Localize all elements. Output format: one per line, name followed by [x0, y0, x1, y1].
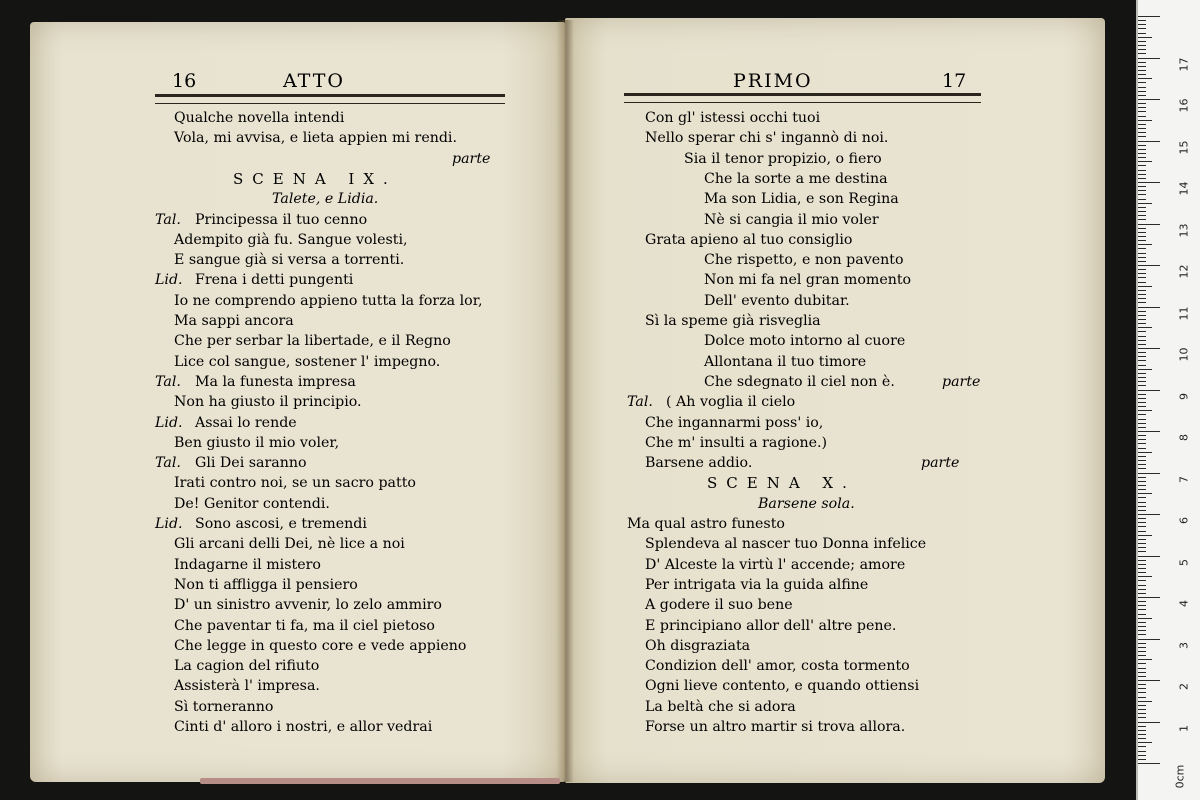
ruler-tick [1138, 165, 1146, 166]
ruler-tick [1138, 74, 1146, 75]
ruler-tick [1138, 33, 1146, 34]
left-running-head: ATTO [283, 70, 345, 92]
speaker-label: Tal. [155, 455, 181, 472]
verse-line: Principessa il tuo cenno [195, 211, 368, 228]
verse-line: Che per serbar la libertade, e il Regno [174, 333, 451, 350]
ruler-tick [1138, 655, 1146, 656]
ruler-tick [1138, 601, 1146, 602]
verse-line: Per intrigata via la guida alfine [645, 576, 869, 593]
ruler-tick [1138, 539, 1146, 540]
ruler-number: 2 [1177, 683, 1191, 690]
ruler-tick [1138, 381, 1146, 382]
ruler-tick [1138, 672, 1146, 673]
ruler-tick [1138, 149, 1146, 150]
ruler-tick [1138, 668, 1146, 669]
ruler-tick [1138, 91, 1146, 92]
ruler-tick [1138, 572, 1146, 573]
book-gutter [556, 20, 574, 782]
ruler-number: 1 [1177, 724, 1191, 732]
verse-line: Che la sorte a me destina [704, 170, 888, 187]
ruler-tick [1138, 45, 1146, 46]
ruler-tick [1138, 219, 1146, 220]
ruler-tick [1138, 99, 1160, 100]
verse-line: Vola, mi avvisa, e lieta appien mi rendi. [174, 130, 457, 147]
verse-line: Io ne comprendo appieno tutta la forza lor, [174, 292, 483, 309]
ruler-tick [1138, 514, 1160, 515]
left-header-rule [155, 94, 505, 104]
ruler-tick [1138, 248, 1146, 249]
ruler-tick [1138, 634, 1146, 635]
ruler-number: 17 [1177, 57, 1191, 71]
verse-line: Adempito già fu. Sangue volesti, [174, 231, 408, 248]
ruler-tick [1138, 24, 1146, 25]
ruler-tick [1138, 659, 1152, 660]
verse-line: Non ha giusto il principio. [174, 394, 362, 411]
ruler-tick [1138, 194, 1146, 195]
ruler-tick [1138, 269, 1146, 270]
ruler-tick [1138, 551, 1146, 552]
verse-line: Che ingannarmi poss' io, [645, 414, 824, 431]
ruler-tick [1138, 730, 1146, 731]
ruler-tick [1138, 522, 1146, 523]
ruler-tick [1138, 37, 1152, 38]
ruler-unit: 0cm [1173, 764, 1187, 789]
verse-line: Irati contro noi, se un sacro patto [174, 475, 416, 492]
ruler-tick [1138, 373, 1146, 374]
ruler-tick [1138, 755, 1146, 756]
ruler-tick [1138, 734, 1146, 735]
ruler-tick [1138, 244, 1152, 245]
ruler-tick [1138, 423, 1146, 424]
verse-line: Sia il tenor propizio, o fiero [684, 150, 882, 167]
ruler-tick [1138, 439, 1146, 440]
ruler-tick [1138, 526, 1146, 527]
ruler-tick [1138, 132, 1146, 133]
ruler-tick [1138, 452, 1152, 453]
ruler-tick [1138, 568, 1146, 569]
verse-line: Che sdegnato il ciel non è. [704, 373, 895, 390]
speaker-label: Lid. [155, 272, 183, 289]
verse-line: Oh disgraziata [645, 637, 751, 654]
ruler-tick [1138, 593, 1146, 594]
ruler-number: 7 [1177, 475, 1191, 483]
ruler-tick [1138, 141, 1160, 142]
ruler-tick [1138, 651, 1146, 652]
page-edge [200, 778, 560, 784]
ruler-tick [1138, 639, 1160, 640]
right-running-head: PRIMO [733, 70, 813, 92]
ruler-tick [1138, 66, 1146, 67]
ruler-tick [1138, 456, 1146, 457]
ruler-tick [1138, 705, 1146, 706]
verse-line: Che rispetto, e non pavento [704, 252, 904, 269]
ruler-tick [1138, 485, 1146, 486]
ruler-tick [1138, 348, 1160, 349]
ruler-tick [1138, 170, 1146, 171]
ruler-tick [1138, 53, 1146, 54]
ruler-tick [1138, 473, 1160, 474]
ruler-tick [1138, 684, 1146, 685]
verse-line: Assai lo rende [195, 414, 297, 431]
ruler-tick [1138, 402, 1146, 403]
ruler-number: 12 [1177, 264, 1191, 279]
ruler-tick [1138, 78, 1152, 79]
ruler-number: 10 [1177, 347, 1191, 362]
ruler-tick [1138, 663, 1146, 664]
verse-line: Ma la funesta impresa [195, 373, 356, 390]
ruler-tick [1138, 365, 1146, 366]
ruler-tick [1138, 394, 1146, 395]
ruler-tick [1138, 726, 1146, 727]
ruler-tick [1138, 236, 1146, 237]
ruler-tick [1138, 564, 1146, 565]
ruler-tick [1138, 240, 1146, 241]
ruler-tick [1138, 585, 1146, 586]
ruler-tick [1138, 759, 1146, 760]
ruler-tick [1138, 626, 1146, 627]
ruler-tick [1138, 701, 1152, 702]
verse-line: Barsene addio. [645, 455, 753, 472]
ruler-tick [1138, 298, 1146, 299]
ruler-tick [1138, 497, 1146, 498]
speaker-label: Lid. [155, 414, 183, 431]
ruler-number: 16 [1177, 98, 1191, 113]
ruler-tick [1138, 697, 1146, 698]
verse-line: E sangue già si versa a torrenti. [174, 252, 405, 269]
ruler-tick [1138, 174, 1146, 175]
ruler-tick [1138, 643, 1146, 644]
ruler-tick [1138, 273, 1146, 274]
ruler-tick [1138, 253, 1146, 254]
ruler-number: 3 [1177, 641, 1191, 649]
verse-line: Non mi fa nel gran momento [704, 272, 912, 289]
ruler-tick [1138, 157, 1146, 158]
verse-line: Forse un altro martir si trova allora. [645, 719, 906, 735]
ruler-tick [1138, 207, 1146, 208]
verse-line: Ma qual astro funesto [627, 516, 785, 532]
verse-line: Non ti affligga il pensiero [174, 576, 358, 593]
ruler-tick [1138, 344, 1146, 345]
stage-direction: Talete, e Lidia. [272, 191, 379, 208]
scene-heading: SCENA IX. [233, 169, 397, 188]
ruler-tick [1138, 692, 1146, 693]
ruler-tick [1138, 448, 1146, 449]
ruler-tick [1138, 709, 1146, 710]
speaker-label: Tal. [155, 211, 181, 228]
verse-line: Ogni lieve contento, e quando ottiensi [645, 678, 920, 695]
ruler-tick [1138, 136, 1146, 137]
ruler-tick [1138, 746, 1146, 747]
ruler-tick [1138, 28, 1146, 29]
verse-line: Gli Dei saranno [195, 455, 307, 472]
ruler-tick [1138, 232, 1146, 233]
ruler-tick [1138, 531, 1146, 532]
ruler-tick [1138, 377, 1146, 378]
stage-direction-exit: parte [921, 455, 960, 472]
ruler-tick [1138, 468, 1146, 469]
ruler-tick [1138, 261, 1146, 262]
ruler-tick [1138, 58, 1160, 59]
right-page-number: 17 [942, 70, 967, 92]
ruler-tick [1138, 257, 1146, 258]
ruler-tick [1138, 62, 1146, 63]
ruler-tick [1138, 302, 1146, 303]
verse-line: Con gl' istessi occhi tuoi [645, 110, 821, 126]
verse-line: A godere il suo bene [645, 597, 793, 614]
ruler-tick [1138, 738, 1146, 739]
ruler-tick [1138, 153, 1146, 154]
ruler-tick [1138, 277, 1146, 278]
stage-direction-exit: parte [452, 150, 491, 167]
ruler-tick [1138, 630, 1146, 631]
verse-line: La cagion del rifiuto [174, 658, 320, 675]
verse-line: Sì torneranno [174, 698, 274, 715]
ruler-tick [1138, 186, 1146, 187]
verse-line: Nello sperar chi s' ingannò di noi. [645, 130, 889, 147]
ruler-tick [1138, 543, 1146, 544]
verse-line: Frena i detti pungenti [195, 272, 354, 289]
ruler-tick [1138, 481, 1146, 482]
ruler-tick [1138, 41, 1146, 42]
ruler-tick [1138, 713, 1146, 714]
ruler-tick [1138, 282, 1146, 283]
ruler-tick [1138, 506, 1146, 507]
ruler-number: 9 [1177, 392, 1191, 400]
verse-line: Allontana il tuo timore [704, 353, 867, 370]
scene-heading: SCENA X. [707, 474, 856, 493]
speaker-label: Tal. [627, 394, 653, 411]
verse-line: Ma son Lidia, e son Regina [704, 191, 899, 208]
verse-line: ( Ah voglia il cielo [666, 394, 796, 411]
verse-line: Dolce moto intorno al cuore [704, 333, 906, 350]
verse-line: Sono ascosi, e tremendi [195, 516, 367, 532]
ruler-tick [1138, 103, 1146, 104]
verse-line: De! Genitor contendi. [174, 495, 330, 512]
ruler-tick [1138, 410, 1152, 411]
ruler-tick [1138, 435, 1146, 436]
ruler-tick [1138, 327, 1152, 328]
ruler-tick [1138, 510, 1146, 511]
ruler-tick [1138, 82, 1146, 83]
ruler-tick [1138, 427, 1146, 428]
verse-line: Splendeva al nascer tuo Donna infelice [645, 536, 927, 553]
stage-direction: Barsene sola. [758, 495, 855, 512]
ruler-tick [1138, 286, 1152, 287]
ruler-tick [1138, 493, 1152, 494]
ruler-tick [1138, 360, 1146, 361]
ruler-tick [1138, 547, 1146, 548]
ruler-tick [1138, 340, 1146, 341]
ruler-tick [1138, 265, 1160, 266]
ruler-tick [1138, 95, 1146, 96]
ruler-tick [1138, 128, 1146, 129]
ruler-tick [1138, 294, 1146, 295]
ruler-tick [1138, 145, 1146, 146]
ruler-tick [1138, 618, 1152, 619]
verse-line: Dell' evento dubitar. [704, 292, 850, 309]
verse-line: Condizion dell' amor, costa tormento [645, 658, 910, 675]
ruler-tick [1138, 722, 1160, 723]
ruler-tick [1138, 460, 1146, 461]
ruler-tick [1138, 580, 1146, 581]
verse-line: Gli arcani delli Dei, nè lice a noi [174, 536, 405, 553]
ruler-number: 13 [1177, 223, 1191, 237]
ruler-tick [1138, 369, 1152, 370]
verse-line: Lice col sangue, sostener l' impegno. [174, 353, 441, 370]
ruler-tick [1138, 178, 1146, 179]
ruler-tick [1138, 190, 1146, 191]
ruler-tick [1138, 647, 1146, 648]
measuring-ruler [1136, 0, 1200, 800]
ruler-tick [1138, 556, 1160, 557]
verse-line: Qualche novella intendi [174, 110, 345, 126]
ruler-tick [1138, 419, 1146, 420]
ruler-number: 11 [1177, 306, 1191, 320]
verse-line: Indagarne il mistero [174, 556, 321, 573]
ruler-tick [1138, 763, 1160, 764]
ruler-tick [1138, 390, 1160, 391]
stage-direction-exit: parte [942, 373, 981, 390]
ruler-tick [1138, 614, 1146, 615]
speaker-label: Lid. [155, 516, 183, 532]
ruler-tick [1138, 211, 1146, 212]
ruler-tick [1138, 290, 1146, 291]
ruler-tick [1138, 87, 1146, 88]
verse-line: E principiano allor dell' altre pene. [645, 617, 897, 634]
ruler-tick [1138, 406, 1146, 407]
ruler-number: 5 [1177, 558, 1191, 566]
speaker-label: Tal. [155, 373, 181, 390]
ruler-tick [1138, 319, 1146, 320]
ruler-tick [1138, 742, 1152, 743]
ruler-number: 15 [1177, 140, 1191, 154]
ruler-tick [1138, 605, 1146, 606]
right-header-rule [624, 93, 981, 103]
ruler-tick [1138, 336, 1146, 337]
ruler-tick [1138, 20, 1146, 21]
ruler-tick [1138, 356, 1146, 357]
ruler-tick [1138, 589, 1146, 590]
ruler-tick [1138, 680, 1160, 681]
verse-line: D' Alceste la virtù l' accende; amore [645, 556, 906, 573]
verse-line: Nè si cangia il mio voler [704, 211, 879, 228]
ruler-tick [1138, 576, 1152, 577]
ruler-tick [1138, 717, 1146, 718]
ruler-tick [1138, 116, 1146, 117]
ruler-tick [1138, 688, 1146, 689]
ruler-tick [1138, 502, 1146, 503]
verse-line: D' un sinistro avvenir, lo zelo ammiro [174, 597, 442, 614]
ruler-number: 8 [1177, 434, 1191, 441]
ruler-tick [1138, 609, 1146, 610]
ruler-tick [1138, 385, 1146, 386]
verse-line: Che m' insulti a ragione.) [645, 434, 828, 451]
verse-line: Grata apieno al tuo consiglio [645, 231, 853, 248]
verse-line: Ben giusto il mio voler, [174, 434, 340, 451]
ruler-tick [1138, 464, 1146, 465]
ruler-tick [1138, 111, 1146, 112]
ruler-tick [1138, 224, 1160, 225]
ruler-tick [1138, 203, 1152, 204]
ruler-tick [1138, 560, 1146, 561]
left-page-number: 16 [172, 70, 197, 92]
ruler-tick [1138, 352, 1146, 353]
ruler-tick [1138, 182, 1160, 183]
ruler-tick [1138, 161, 1152, 162]
ruler-tick [1138, 323, 1146, 324]
ruler-tick [1138, 535, 1152, 536]
verse-line: Ma sappi ancora [174, 313, 294, 329]
ruler-tick [1138, 622, 1146, 623]
ruler-tick [1138, 16, 1160, 17]
ruler-tick [1138, 331, 1146, 332]
ruler-tick [1138, 477, 1146, 478]
ruler-tick [1138, 215, 1146, 216]
ruler-tick [1138, 124, 1146, 125]
ruler-tick [1138, 107, 1146, 108]
verse-line: Che legge in questo core e vede appieno [174, 637, 467, 654]
ruler-tick [1138, 398, 1146, 399]
ruler-number: 4 [1177, 600, 1191, 607]
ruler-tick [1138, 49, 1146, 50]
ruler-tick [1138, 597, 1160, 598]
ruler-tick [1138, 676, 1146, 677]
ruler-tick [1138, 311, 1146, 312]
ruler-tick [1138, 70, 1146, 71]
ruler-number: 6 [1177, 517, 1191, 524]
ruler-tick [1138, 518, 1146, 519]
ruler-tick [1138, 307, 1160, 308]
ruler-tick [1138, 414, 1146, 415]
ruler-tick [1138, 199, 1146, 200]
ruler-tick [1138, 751, 1146, 752]
ruler-tick [1138, 315, 1146, 316]
verse-line: Che paventar ti fa, ma il ciel pietoso [174, 617, 435, 634]
verse-line: Cinti d' alloro i nostri, e allor vedrai [174, 719, 433, 735]
verse-line: Assisterà l' impresa. [174, 678, 320, 695]
verse-line: La beltà che si adora [645, 698, 796, 715]
ruler-tick [1138, 120, 1152, 121]
ruler-tick [1138, 431, 1160, 432]
ruler-tick [1138, 489, 1146, 490]
ruler-number: 14 [1177, 181, 1191, 196]
ruler-tick [1138, 228, 1146, 229]
verse-line: Sì la speme già risveglia [645, 313, 821, 329]
ruler-tick [1138, 443, 1146, 444]
